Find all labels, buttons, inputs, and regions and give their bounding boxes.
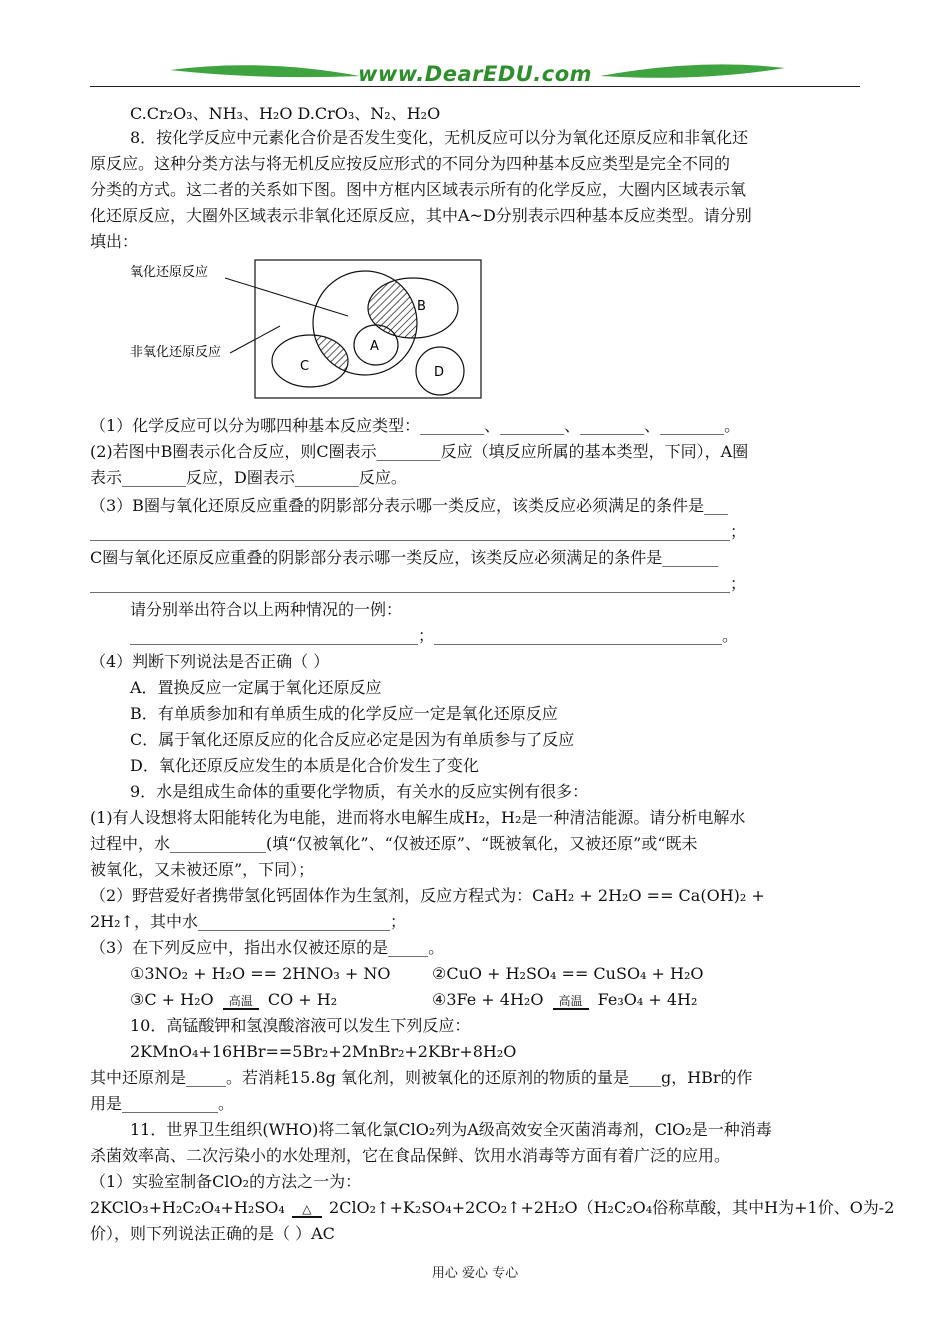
redox-pointer [225, 278, 348, 316]
q11-equation [90, 1196, 894, 1220]
reaction-3-products: CO + H₂ [267, 990, 338, 1009]
q8-line-4: 化还原反应，大圈外区域表示非氧化还原反应，其中A~D分别表示四种基本反应类型。请分别 [90, 206, 752, 225]
label-nonredox: 非氧化还原反应 [130, 345, 222, 360]
q8-part1: （1）化学反应可以分为哪四种基本反应类型：________、________、________、________。 [90, 416, 741, 435]
heat-triangle-icon: △ [302, 1202, 312, 1216]
header-rule [90, 86, 860, 87]
q8-option-a: A．置换反应一定属于氧化还原反应 [130, 678, 382, 697]
label-d: D [434, 365, 445, 380]
reaction-4-reactants: ④3Fe + 4H₂O [432, 990, 544, 1009]
q8-part3-e: 请分别举出符合以上两种情况的一例： [130, 600, 403, 619]
q8-option-d: D．氧化还原反应发生的本质是化合价发生了变化 [130, 756, 479, 775]
page-header [0, 0, 950, 100]
q8-line-5: 填出： [90, 232, 139, 251]
q11-part1: （1）实验室制备ClO₂的方法之一为： [90, 1172, 362, 1191]
reaction-arrow-bar [553, 1008, 589, 1010]
options-line: C.Cr₂O₃、NH₃、H₂O D.CrO₃、N₂、H₂O [130, 104, 441, 123]
q11-question: 价），则下列说法正确的是（ ）AC [90, 1224, 335, 1243]
q9-title: 9．水是组成生命体的重要化学物质，有关水的反应实例有很多： [130, 782, 589, 801]
q8-part3-d: ________________________________________________________________________________； [90, 574, 746, 593]
q9-part1-b: 过程中，水____________(填“仅被氧化”、“仅被还原”、“既被氧化，又被还原”或“既未 [90, 834, 698, 853]
q8-part2-a: (2)若图中B圈表示化合反应，则C圈表示________反应（填反应所属的基本类型，下同），A圈 [90, 442, 749, 461]
q8-part2-b: 表示________反应，D圈表示________反应。 [90, 468, 407, 487]
high-temp-condition-4 [553, 995, 589, 1010]
q10-equation: 2KMnO₄+16HBr==5Br₂+2MnBr₂+2KBr+8H₂O [130, 1042, 517, 1061]
reaction-4-products: Fe₃O₄ + 4H₂ [597, 990, 698, 1009]
page-footer: 用心 爱心 专心 [431, 1266, 519, 1281]
q8-part4: （4）判断下列说法是否正确（ ） [90, 652, 330, 671]
q8-line-1: 8．按化学反应中元素化合价是否发生变化，无机反应可以分为氧化还原反应和非氧化还 [130, 128, 749, 147]
condition-label: 高温 [228, 994, 253, 1008]
q11-equation-reactants: 2KClO₃+H₂C₂O₄+H₂SO₄ [90, 1198, 285, 1217]
reaction-3 [130, 988, 337, 1012]
q9-part1-a: (1)有人设想将太阳能转化为电能，进而将水电解生成H₂，H₂是一种清洁能源。请分析电解水 [90, 808, 746, 827]
reaction-4 [432, 988, 697, 1012]
reaction-arrow-bar [292, 1216, 322, 1218]
q11-line-2: 杀菌效率高、二次污染小的水处理剂，它在食品保鲜、饮用水消毒等方面有着广泛的应用。 [90, 1146, 731, 1165]
q8-option-b: B．有单质参加和有单质生成的化学反应一定是氧化还原反应 [130, 704, 558, 723]
q11-title: 11．世界卫生组织(WHO)将二氧化氯ClO₂列为A级高效安全灭菌消毒剂，ClO₂是一种消毒 [130, 1120, 772, 1139]
reaction-1: ①3NO₂ + H₂O == 2HNO₃ + NO [130, 964, 391, 983]
label-a: A [370, 339, 379, 354]
q10-question-a: 其中还原剂是_____。若消耗15.8g 氧化剂，则被氧化的还原剂的物质的量是____g，HBr的作 [90, 1068, 753, 1087]
q9-part2-a: （2）野营爱好者携带氢化钙固体作为生氢剂，反应方程式为：CaH₂ + 2H₂O == Ca(OH)₂ + [90, 886, 765, 905]
all-reactions-box [255, 260, 481, 398]
label-c: C [300, 359, 310, 374]
q10-question-b: 用是____________。 [90, 1094, 235, 1113]
heat-condition [292, 1203, 322, 1218]
condition-label: 高温 [558, 994, 583, 1008]
left-swoosh-icon [170, 65, 360, 77]
q11-equation-products: 2ClO₂↑+K₂SO₄+2CO₂↑+2H₂O（H₂C₂O₄俗称草酸，其中H为+1价、O为-2 [329, 1198, 895, 1217]
high-temp-condition-3 [223, 995, 259, 1010]
q8-line-2: 原反应。这种分类方法与将无机反应按反应形式的不同分为四种基本反应类型是完全不同的 [90, 154, 731, 173]
reaction-venn-diagram [130, 258, 490, 408]
reaction-arrow-bar [223, 1008, 259, 1010]
q8-part3-f: ____________________________________；____________________________________。 [130, 626, 738, 645]
q9-part3: （3）在下列反应中，指出水仅被还原的是_____。 [90, 938, 445, 957]
reaction-2: ②CuO + H₂SO₄ == CuSO₄ + H₂O [432, 964, 704, 983]
q8-line-3: 分类的方式。这二者的关系如下图。图中方框内区域表示所有的化学反应，大圈内区域表示氧 [90, 180, 747, 199]
q8-part3-a: （3）B圈与氧化还原反应重叠的阴影部分表示哪一类反应，该类反应必须满足的条件是___ [90, 496, 728, 515]
label-redox: 氧化还原反应 [130, 265, 209, 280]
q8-part3-b: ________________________________________________________________________________； [90, 522, 746, 541]
q8-part3-c: C圈与氧化还原反应重叠的阴影部分表示哪一类反应，该类反应必须满足的条件是_______ [90, 548, 719, 567]
label-b: B [417, 299, 426, 314]
site-logo-text[interactable]: www.DearEDU.com [357, 62, 593, 86]
q9-part2-b: 2H₂↑，其中水________________________； [90, 912, 406, 931]
reaction-3-reactants: ③C + H₂O [130, 990, 214, 1009]
q8-option-c: C．属于氧化还原反应的化合反应必定是因为有单质参与了反应 [130, 730, 575, 749]
q10-title: 10．高锰酸钾和氢溴酸溶液可以发生下列反应： [130, 1016, 471, 1035]
right-swoosh-icon [600, 64, 785, 77]
q9-part1-c: 被氧化，又未被还原”，下同）； [90, 860, 315, 879]
